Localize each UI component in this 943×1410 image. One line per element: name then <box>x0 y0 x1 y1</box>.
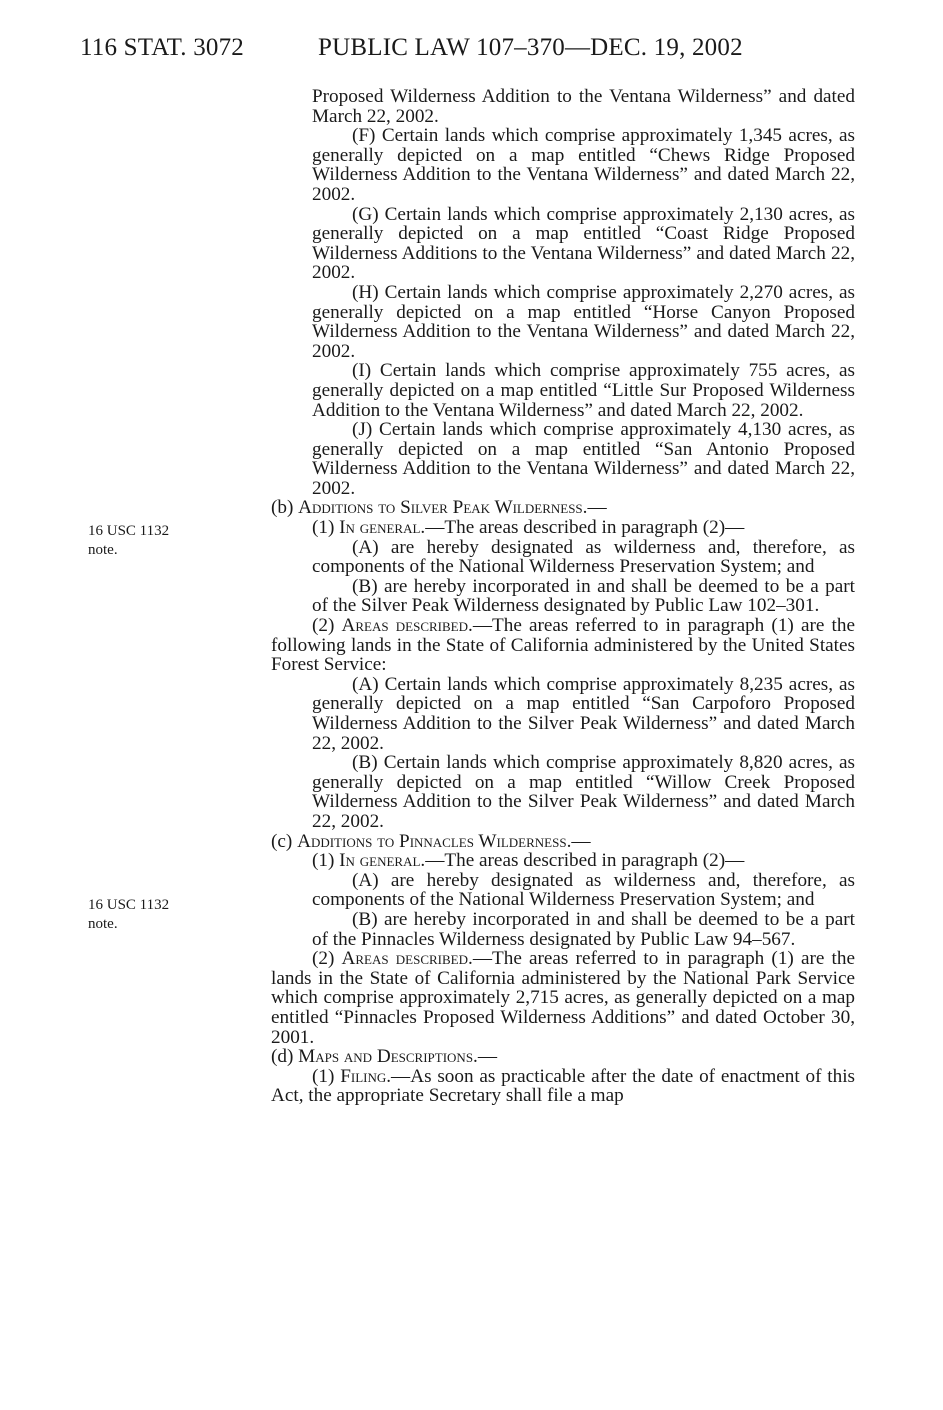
paragraph-text: —The areas described in paragraph (2)— <box>425 517 745 539</box>
paragraph: (A) are hereby designated as wilderness and, therefore, as components of the National Wilderness Preservation System; and <box>312 536 855 578</box>
heading-text: In general. <box>339 517 426 539</box>
subsection-heading <box>271 498 855 518</box>
margin-note-label: note. <box>88 916 118 932</box>
heading-dash: — <box>477 1046 498 1068</box>
heading-dash: — <box>571 830 591 852</box>
enumerator: (1) <box>312 850 340 872</box>
enumerator: (2) <box>312 948 342 970</box>
heading-text: Filing. <box>340 1065 392 1087</box>
paragraph-text: —The areas referred to in paragraph (1) are the following lands in the State of California administered by the United States Forest Service: <box>271 615 855 676</box>
paragraph-text: —The areas described in paragraph (2)— <box>425 850 745 872</box>
paragraph-text: —As soon as practicable after the date of enactment of this Act, the appropriate Secretary shall file a map <box>271 1065 856 1107</box>
paragraph <box>271 1067 855 1106</box>
margin-note-citation: 16 USC 1132 <box>88 897 170 913</box>
margin-note <box>88 896 169 934</box>
heading-text: Additions to Silver Peak Wilderness. <box>298 497 588 519</box>
heading-text: Areas described. <box>341 615 473 637</box>
margin-note <box>88 522 169 560</box>
paragraph: (J) Certain lands which comprise approximately 4,130 acres, as generally depicted on a map entitled “San Antonio Proposed Wilderness Addition to the Ventana Wilderness” and dated March 22, 2002. <box>312 419 855 499</box>
heading-text: Areas described. <box>341 948 473 970</box>
running-header: PUBLIC LAW 107–370—DEC. 19, 2002 <box>318 34 743 61</box>
heading-text: In general. <box>339 850 426 872</box>
paragraph: (F) Certain lands which comprise approximately 1,345 acres, as generally depicted on a map entitled “Chews Ridge Proposed Wilderness Addition to the Ventana Wilderness” and dated March 22, 2002. <box>312 125 855 205</box>
paragraph: (G) Certain lands which comprise approximately 2,130 acres, as generally depicted on a map entitled “Coast Ridge Proposed Wilderness Additions to the Ventana Wilderness” and dated March 22, 2002. <box>312 203 855 284</box>
statute-page-number: 116 STAT. 3072 <box>80 34 244 61</box>
heading-text: Maps and Descriptions. <box>298 1046 478 1068</box>
paragraph: (A) Certain lands which comprise approximately 8,235 acres, as generally depicted on a map entitled “San Carpoforo Proposed Wilderness Addition to the Silver Peak Wilderness” and dated March 22, 2002. <box>312 673 855 754</box>
margin-note-citation: 16 USC 1132 <box>88 523 170 539</box>
subsection-heading <box>271 1047 855 1067</box>
paragraph <box>271 851 855 871</box>
paragraph: (B) Certain lands which comprise approximately 8,820 acres, as generally depicted on a map entitled “Willow Creek Proposed Wilderness Addition to the Silver Peak Wilderness” and dated March 22, 2002. <box>312 752 855 832</box>
enumerator: (1) <box>312 1065 341 1087</box>
paragraph: (B) are hereby incorporated in and shall be deemed to be a part of the Silver Peak Wilderness designated by Public Law 102–301. <box>312 575 855 617</box>
paragraph: (H) Certain lands which comprise approximately 2,270 acres, as generally depicted on a map entitled “Horse Canyon Proposed Wilderness Addition to the Ventana Wilderness” and dated March 22, 2002. <box>312 281 855 362</box>
enumerator: (c) <box>271 830 298 852</box>
margin-note-label: note. <box>88 542 118 558</box>
heading-text: Additions to Pinnacles Wilderness. <box>297 830 572 852</box>
subsection-heading <box>271 832 855 852</box>
paragraph-text: —The areas referred to in paragraph (1) are the lands in the State of California administered by the National Park Service which comprise approximately 2,715 acres, as generally depicted on a map entitled “Pinnacles Proposed Wilderness Additions” and dated October 30, 2001. <box>271 948 855 1048</box>
paragraph: Proposed Wilderness Addition to the Ventana Wilderness” and dated March 22, 2002. <box>312 86 855 127</box>
enumerator: (1) <box>312 517 340 539</box>
paragraph <box>271 616 855 675</box>
body-text <box>271 87 855 1106</box>
paragraph <box>271 949 855 1047</box>
paragraph: (I) Certain lands which comprise approximately 755 acres, as generally depicted on a map entitled “Little Sur Proposed Wilderness Addition to the Ventana Wilderness” and dated March 22, 2002. <box>312 360 855 421</box>
enumerator: (2) <box>312 615 342 637</box>
paragraph <box>271 518 855 538</box>
paragraph: (B) are hereby incorporated in and shall be deemed to be a part of the Pinnacles Wilderness designated by Public Law 94–567. <box>312 908 855 950</box>
enumerator: (b) <box>271 497 299 519</box>
heading-dash: — <box>587 497 607 519</box>
paragraph: (A) are hereby designated as wilderness and, therefore, as components of the National Wilderness Preservation System; and <box>312 869 855 911</box>
enumerator: (d) <box>271 1046 299 1068</box>
